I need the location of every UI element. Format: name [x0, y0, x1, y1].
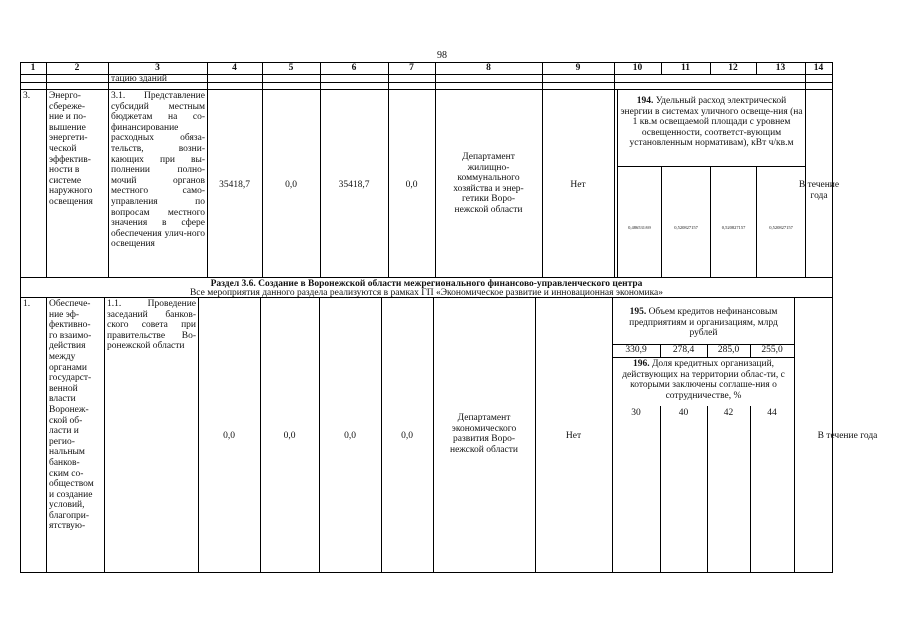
col-header-6: 6: [351, 63, 357, 73]
indicator-text: Доля кредитных организаций, действующих на территории облас-ти, с которыми заключены соглаше-ния о сотрудничестве, %: [622, 359, 785, 401]
col9-cell: Нет: [570, 180, 586, 190]
page-number: 98: [437, 50, 447, 61]
col-header-4: 4: [232, 63, 237, 73]
section-subtitle: Все мероприятия данного раздела реализуются в рамках ГП «Экономическое развитие и инновационная экономика»: [189, 288, 664, 298]
indicator-text: Удельный расход электрической энергии в системах уличного освеще-ния (на 1 кв.м освещаемой площади с уровнем освещенности, соответст-вующим установленным нормативам), кВт ч/кв.м: [620, 96, 803, 149]
funding-federal: 0,0: [285, 180, 297, 190]
indicator-value: 330,9: [625, 345, 647, 355]
funding-total: 35418,7: [219, 180, 250, 190]
col-header-13: 13: [775, 63, 786, 73]
measure-cell: 3.1. Представление субсидий местным бюджетам на со-финансирование расходных обяза-тельств, возни-кающих при вы-полнении полно-мочий органов местного само-управления по вопросам местного значения в сфере обеспечения улич-ного освещения: [111, 91, 205, 250]
col-header-14: 14: [813, 63, 824, 73]
indicator-number: 196.: [632, 359, 650, 369]
funding-local: 0,0: [405, 180, 418, 190]
col-header-7: 7: [409, 63, 414, 73]
indicator-value: 0,520827157: [769, 225, 793, 230]
col9-cell: Нет: [565, 431, 582, 441]
indicator-value: 42: [723, 408, 734, 418]
indicator-text: Объем кредитов нефинансовым предприятиям и организациям, млрд рублей: [629, 307, 778, 339]
measure-cell: 1.1. Проведение заседаний банков-ского совета при правительстве Во-ронежской области: [107, 299, 196, 352]
indicator-value: 40: [678, 408, 689, 418]
indicator-value: 30: [631, 408, 641, 418]
indicator-value: 0,520827157: [674, 225, 698, 230]
carryover-text: тацию зданий: [111, 74, 168, 84]
col-header-3: 3: [155, 63, 160, 73]
funding-regional: 35418,7: [338, 180, 370, 190]
indicator-value: 285,0: [717, 345, 740, 355]
timing-cell: В течение года: [798, 180, 840, 201]
col-header-10: 10: [632, 63, 643, 73]
executor-cell: Департамент экономического развития Воро- нежской области: [449, 413, 518, 455]
col-header-5: 5: [288, 63, 294, 73]
goal-cell: Энерго- сбереже- ние и по- вышение энергети- ческой эффектив- ности в системе наружного освещения: [49, 91, 93, 207]
indicator-value: 44: [767, 408, 777, 418]
indicator-number: 194.: [636, 96, 654, 106]
goal-cell: Обеспече- ние эф- фективно- го взаимо- действия между органами государст- венной власти Воронеж- ской об- ласти и регио- нальным банков- ским со- обществом и создание условий, благопри- ятствую-: [49, 299, 94, 532]
col-header-2: 2: [74, 63, 80, 73]
funding-regional: 0,0: [344, 431, 356, 441]
row-number: 1.: [23, 299, 31, 309]
funding-local: 0,0: [401, 431, 413, 441]
indicator-cell: [615, 359, 792, 401]
indicator-value: 255,0: [761, 345, 783, 355]
indicator-value: 278,4: [672, 345, 695, 355]
col-header-1: 1: [30, 63, 36, 73]
executor-cell: Департамент жилищно- коммунального хозяйства и энер- гетики Воро- нежской области: [453, 152, 524, 215]
col-header-11: 11: [681, 63, 690, 73]
funding-federal: 0,0: [283, 431, 296, 441]
row-number: 3.: [23, 91, 31, 101]
col-header-8: 8: [486, 63, 491, 73]
indicator-cell: [620, 96, 803, 149]
indicator-number: 195.: [629, 307, 647, 317]
section-title: Раздел 3.6. Создание в Воронежской области межрегионального финансово-управленческого центра: [210, 279, 643, 289]
col-header-12: 12: [728, 63, 738, 73]
indicator-value: 0,520827157: [721, 225, 746, 230]
funding-total: 0,0: [223, 431, 235, 441]
indicator-value: 0,486531/69: [628, 225, 651, 230]
timing-cell: В течение года: [817, 431, 878, 441]
col-header-9: 9: [575, 63, 581, 73]
indicator-cell: [615, 307, 792, 339]
